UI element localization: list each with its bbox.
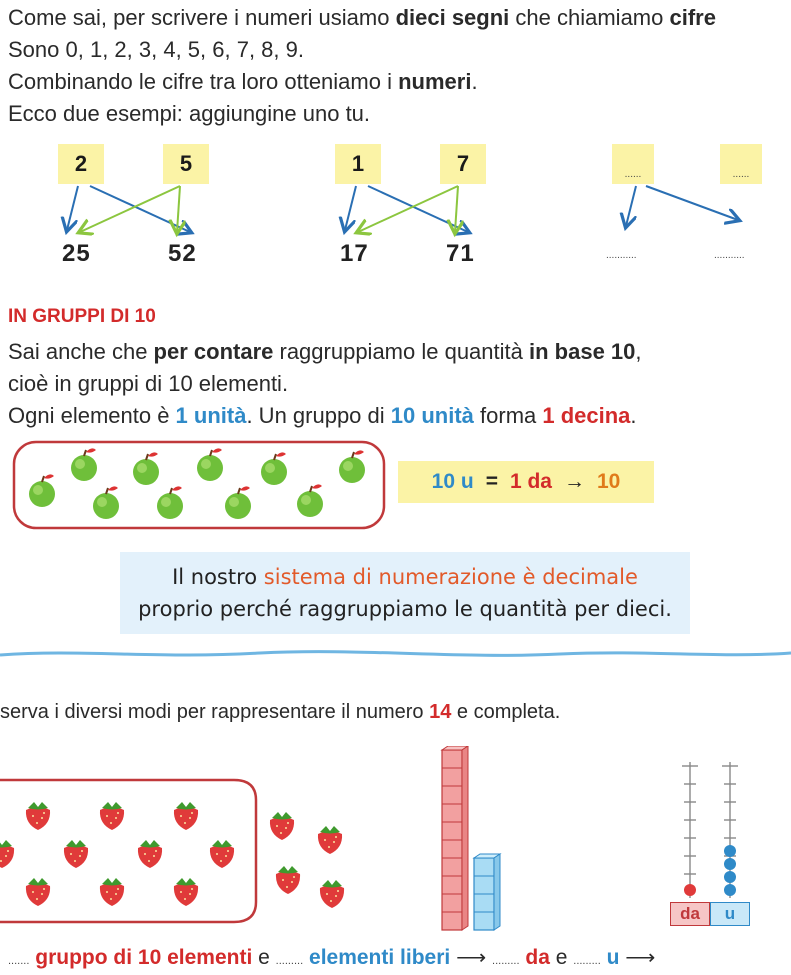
- equation-equals: =: [485, 470, 498, 493]
- note-line-1: Il nostro sistema di numerazione è decimale: [172, 565, 638, 589]
- unit-bead: [724, 871, 736, 883]
- tens-bead: [684, 884, 696, 896]
- apple-icon: [157, 486, 183, 519]
- groups-line-2: cioè in gruppi di 10 elementi.: [8, 371, 289, 396]
- answer-blank[interactable]: .........: [275, 955, 304, 967]
- unit-bead: [724, 858, 736, 870]
- strawberry-icon: [100, 802, 124, 830]
- answer-blank[interactable]: .........: [573, 955, 601, 967]
- strawberry-icon: [276, 866, 300, 894]
- abacus-label-u: u: [710, 902, 750, 926]
- abacus: [664, 758, 764, 904]
- apple-icon: [93, 486, 119, 519]
- equation-tens: 1 da: [509, 470, 552, 493]
- digit-box-empty[interactable]: ......: [720, 144, 762, 184]
- apple-icon: [261, 452, 287, 485]
- unit-cubes: [474, 854, 500, 930]
- section-heading: IN GRUPPI DI 10: [8, 306, 156, 327]
- result-number: 71: [446, 240, 475, 267]
- arrows-example-3: [600, 180, 780, 240]
- equation-result: 10: [596, 470, 621, 493]
- strawberry-icon: [320, 880, 344, 908]
- digit-box: 5: [163, 144, 209, 184]
- bottom-sentence: ....... gruppo di 10 elementi e ......... elementi liberi ⟶ ......... da e ......... u ⟶: [8, 946, 656, 969]
- equation-box: [398, 461, 654, 503]
- intro-line-2: Sono 0, 1, 2, 3, 4, 5, 6, 7, 8, 9.: [8, 37, 304, 62]
- apple-icon: [71, 448, 97, 481]
- ten-rod: [442, 746, 468, 930]
- strawberry-icon: [270, 812, 294, 840]
- arrows-example-2: [318, 180, 518, 240]
- strawberry-icon: [100, 878, 124, 906]
- equation-units: 10 u: [431, 470, 474, 493]
- groups-line-1: Sai anche che per contare raggruppiamo le quantità in base 10,: [8, 339, 642, 364]
- answer-blank[interactable]: .........: [492, 955, 520, 967]
- strawberry-icon: [138, 840, 162, 868]
- digit-box-empty[interactable]: ......: [612, 144, 654, 184]
- strawberry-icon: [318, 826, 342, 854]
- apple-icon: [197, 448, 223, 481]
- exercise-instruction: serva i diversi modi per rappresentare il numero 14 e completa.: [0, 701, 561, 723]
- strawberry-icon: [174, 802, 198, 830]
- apple-icon: [133, 452, 159, 485]
- digit-box: 2: [58, 144, 104, 184]
- strawberry-icon: [26, 802, 50, 830]
- digit-box: 7: [440, 144, 486, 184]
- strawberry-icon: [174, 878, 198, 906]
- note-box: [120, 552, 690, 634]
- unit-bead: [724, 845, 736, 857]
- result-number: 25: [62, 240, 91, 267]
- divider: [0, 646, 791, 662]
- apple-icon: [297, 484, 323, 517]
- apple-icon: [339, 450, 365, 483]
- apple-group: [12, 440, 386, 530]
- answer-blank[interactable]: ...........: [606, 250, 637, 261]
- result-number: 52: [168, 240, 197, 267]
- arrows-example-1: [40, 180, 240, 240]
- strawberry-icon: [210, 840, 234, 868]
- equation-arrow: →: [563, 470, 585, 493]
- abacus-label-da: da: [670, 902, 710, 926]
- apple-icon: [29, 474, 55, 507]
- base-ten-blocks: [436, 746, 506, 936]
- intro-line-1: Come sai, per scrivere i numeri usiamo dieci segni che chiamiamo cifre: [8, 5, 716, 30]
- strawberry-icon: [26, 878, 50, 906]
- digit-box: 1: [335, 144, 381, 184]
- note-line-2: proprio perché raggruppiamo le quantità per dieci.: [138, 597, 672, 621]
- unit-bead: [724, 884, 736, 896]
- answer-blank[interactable]: ...........: [714, 250, 745, 261]
- groups-line-3: Ogni elemento è 1 unità. Un gruppo di 10 unità forma 1 decina.: [8, 403, 637, 428]
- intro-line-4: Ecco due esempi: aggiungine uno tu.: [8, 101, 371, 126]
- abacus-labels: [670, 902, 750, 926]
- strawberry-icon: [64, 840, 88, 868]
- strawberry-group: [0, 776, 360, 926]
- strawberry-icon: [0, 840, 14, 868]
- intro-line-3: Combinando le cifre tra loro otteniamo i numeri.: [8, 69, 478, 94]
- result-number: 17: [340, 240, 369, 267]
- answer-blank[interactable]: .......: [8, 955, 30, 967]
- apple-icon: [225, 486, 251, 519]
